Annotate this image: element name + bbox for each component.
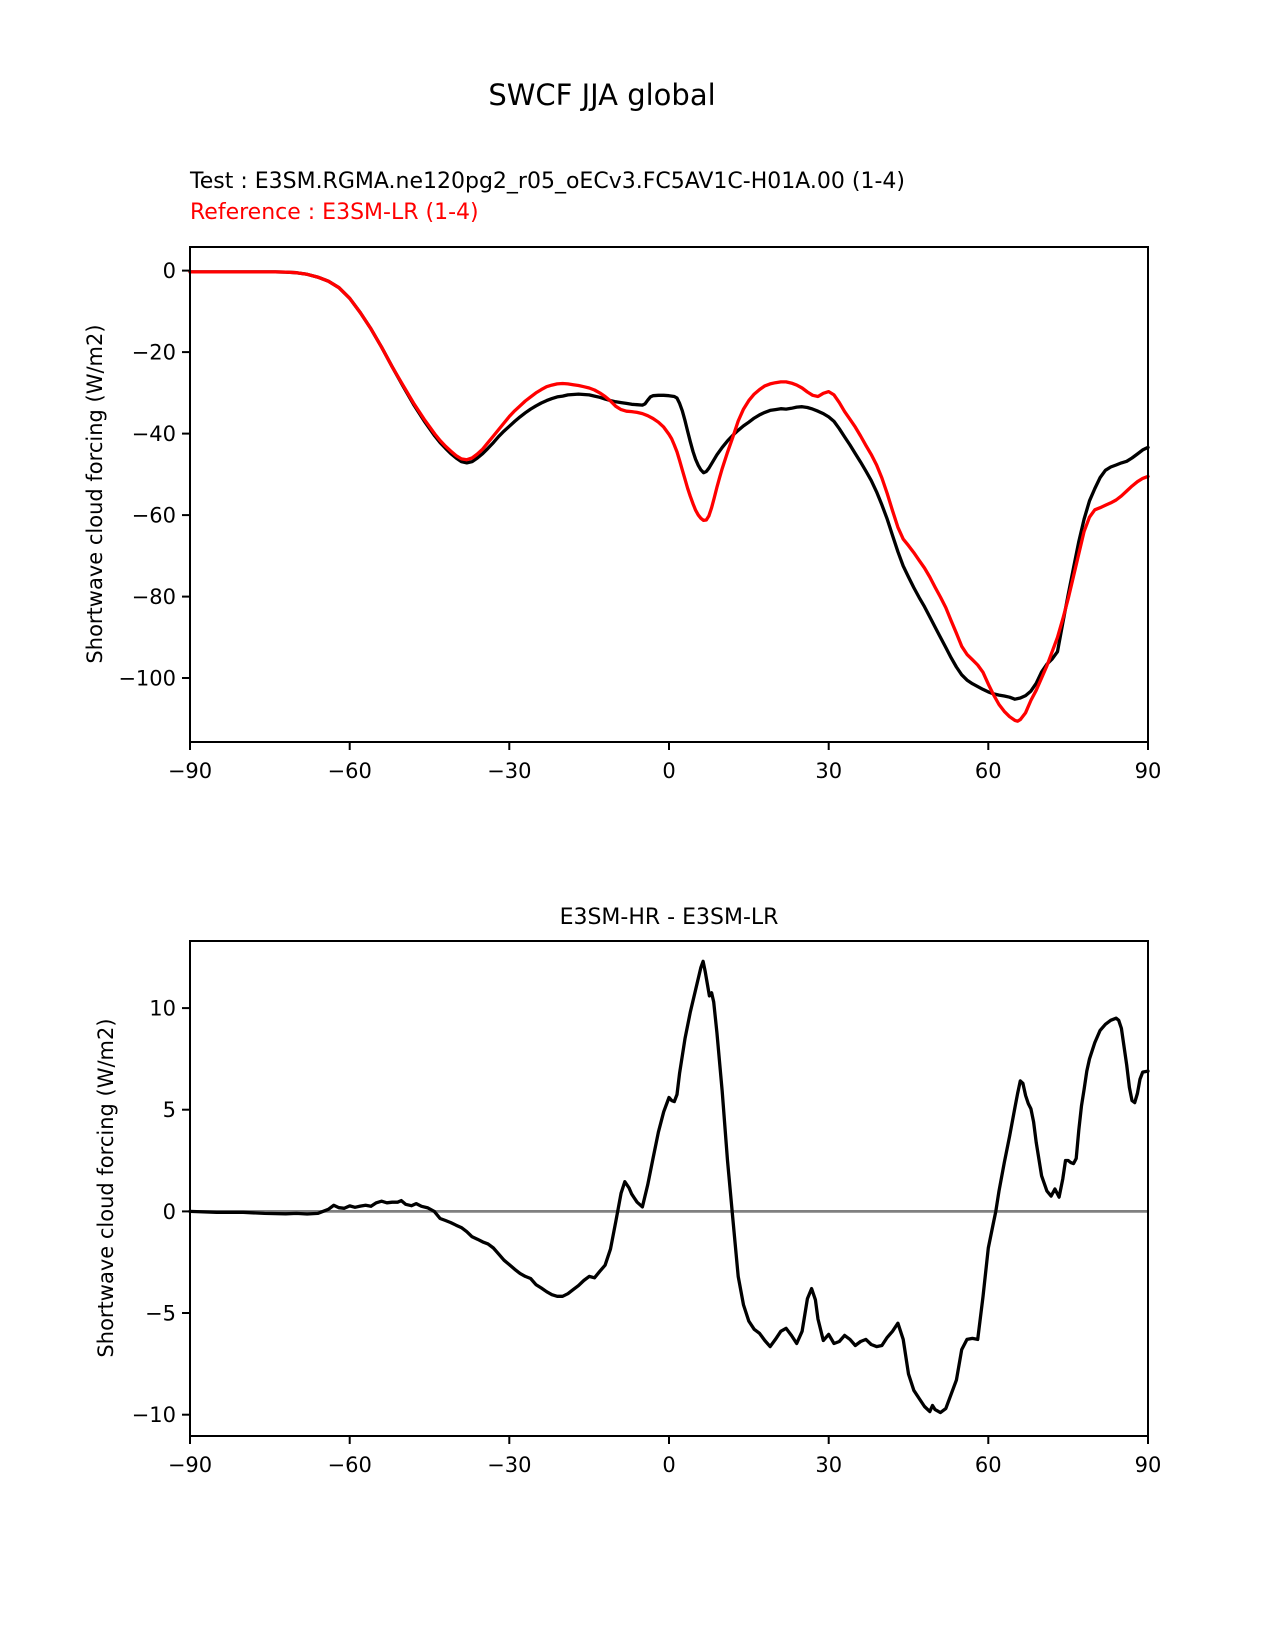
x-tick-label: 60 <box>974 759 1002 783</box>
series-line-test-e3sm-hr <box>190 272 1148 699</box>
x-tick-label: −60 <box>327 1453 372 1477</box>
series-line-e3sm-hr-minus-e3sm-lr <box>190 961 1148 1412</box>
y-tick-label: −5 <box>145 1301 176 1326</box>
test-run-label: Test : E3SM.RGMA.ne120pg2_r05_oECv3.FC5AV1C-H01A.00 (1-4) <box>190 169 905 194</box>
x-tick-label: −30 <box>487 1453 532 1477</box>
x-tick-label: −30 <box>487 759 532 783</box>
y-tick-label: −20 <box>131 340 176 365</box>
y-tick-label: −60 <box>131 503 176 528</box>
y-tick-label: −100 <box>118 666 176 691</box>
y-tick-label: −80 <box>131 585 176 610</box>
y-tick-label: 5 <box>162 1098 176 1123</box>
bottom-chart-y-axis-label: Shortwave cloud forcing (W/m2) <box>94 1018 118 1358</box>
x-tick-label: 90 <box>1134 759 1162 783</box>
axes-frame <box>190 941 1148 1436</box>
diff-chart-title: E3SM-HR - E3SM-LR <box>559 905 779 930</box>
x-tick-label: 0 <box>662 1453 676 1477</box>
y-tick-label: 0 <box>162 259 176 284</box>
y-tick-label: −40 <box>131 422 176 447</box>
x-tick-label: −90 <box>167 1453 213 1477</box>
x-tick-label: −90 <box>167 759 213 783</box>
axes-frame <box>190 247 1148 742</box>
x-tick-label: 90 <box>1134 1453 1162 1477</box>
x-tick-label: 30 <box>815 1453 843 1477</box>
x-tick-label: −60 <box>327 759 372 783</box>
top-chart-y-axis-label: Shortwave cloud forcing (W/m2) <box>83 324 107 664</box>
x-tick-label: 0 <box>662 759 676 783</box>
x-tick-label: 30 <box>815 759 843 783</box>
series-line-reference-e3sm-lr <box>190 272 1148 721</box>
y-tick-label: −10 <box>131 1403 176 1428</box>
reference-run-label: Reference : E3SM-LR (1-4) <box>190 200 479 225</box>
x-tick-label: 60 <box>974 1453 1002 1477</box>
y-tick-label: 10 <box>149 996 176 1021</box>
y-tick-label: 0 <box>162 1199 176 1224</box>
figure-title: SWCF JJA global <box>488 78 716 112</box>
